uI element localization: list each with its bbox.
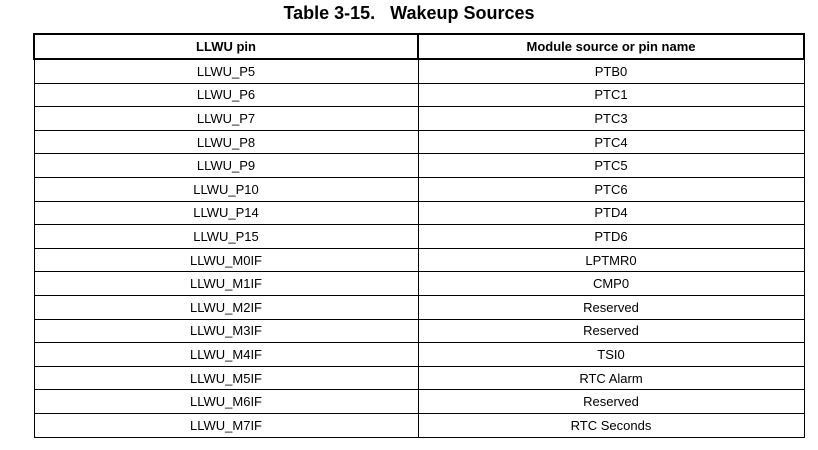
llwu-pin-cell: LLWU_P6 (34, 83, 418, 107)
module-source-cell: PTC5 (418, 154, 804, 178)
table-row (34, 343, 804, 367)
module-source-cell: Reserved (418, 319, 804, 343)
module-source-cell: CMP0 (418, 272, 804, 296)
module-source-cell: PTD6 (418, 225, 804, 249)
llwu-pin-cell: LLWU_M3IF (34, 319, 418, 343)
table-row (34, 130, 804, 154)
llwu-pin-cell: LLWU_M5IF (34, 366, 418, 390)
module-source-cell: PTC1 (418, 83, 804, 107)
llwu-pin-cell: LLWU_M4IF (34, 343, 418, 367)
llwu-pin-cell: LLWU_P10 (34, 177, 418, 201)
table-row (34, 154, 804, 178)
table-row (34, 295, 804, 319)
table-row (34, 390, 804, 414)
module-source-cell: RTC Alarm (418, 366, 804, 390)
module-source-cell: PTB0 (418, 59, 804, 83)
module-source-cell: Reserved (418, 390, 804, 414)
table-row (34, 83, 804, 107)
module-source-cell: PTC3 (418, 107, 804, 131)
module-source-cell: PTC4 (418, 130, 804, 154)
llwu-pin-cell: LLWU_M1IF (34, 272, 418, 296)
table-row (34, 319, 804, 343)
column-header-module-source: Module source or pin name (418, 34, 804, 59)
module-source-cell: PTC6 (418, 177, 804, 201)
table-row (34, 248, 804, 272)
module-source-cell: LPTMR0 (418, 248, 804, 272)
module-source-cell: Reserved (418, 295, 804, 319)
llwu-pin-cell: LLWU_M0IF (34, 248, 418, 272)
llwu-pin-cell: LLWU_M7IF (34, 413, 418, 437)
table-row (34, 177, 804, 201)
table-row (34, 107, 804, 131)
table-title: Table 3-15. Wakeup Sources (283, 3, 535, 23)
llwu-pin-cell: LLWU_P8 (34, 130, 418, 154)
table-row (34, 59, 804, 83)
llwu-pin-cell: LLWU_P7 (34, 107, 418, 131)
module-source-cell: TSI0 (418, 343, 804, 367)
column-header-llwu-pin: LLWU pin (34, 34, 418, 59)
table-row (34, 225, 804, 249)
llwu-pin-cell: LLWU_M2IF (34, 295, 418, 319)
llwu-pin-cell: LLWU_P15 (34, 225, 418, 249)
llwu-pin-cell: LLWU_P14 (34, 201, 418, 225)
table-row (34, 413, 804, 437)
llwu-pin-cell: LLWU_P5 (34, 59, 418, 83)
table-row (34, 201, 804, 225)
table-header-row (34, 34, 804, 59)
table-row (34, 366, 804, 390)
wakeup-sources-table (33, 33, 805, 438)
module-source-cell: PTD4 (418, 201, 804, 225)
llwu-pin-cell: LLWU_M6IF (34, 390, 418, 414)
module-source-cell: RTC Seconds (418, 413, 804, 437)
llwu-pin-cell: LLWU_P9 (34, 154, 418, 178)
table-row (34, 272, 804, 296)
